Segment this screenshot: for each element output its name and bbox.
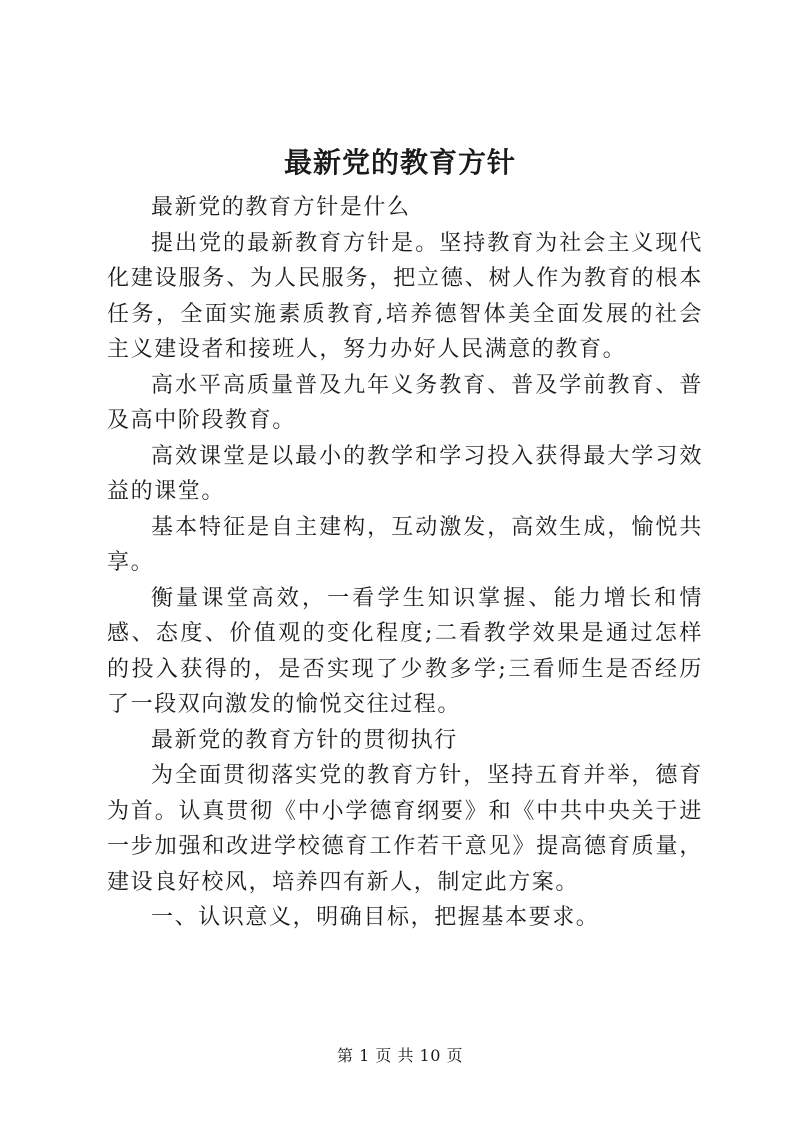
paragraph: 最新党的教育方针的贯彻执行 <box>151 727 458 753</box>
paragraph: 高水平高质量普及九年义务教育、普及学前教育、普及高中阶段教育。 <box>107 372 703 433</box>
page-footer: 第 1 页 共 10 页 <box>337 1046 463 1065</box>
paragraph: 最新党的教育方针是什么 <box>151 195 411 220</box>
paragraph: 一、认识意义，明确目标，把握基本要求。 <box>151 905 600 930</box>
paragraph: 基本特征是自主建构，互动激发，高效生成，愉悦共享。 <box>107 514 703 575</box>
paragraph: 衡量课堂高效，一看学生知识掌握、能力增长和情感、态度、价值观的变化程度;二看教学效果是通过怎样的投入获得的，是否实现了少教多学;三看师生是否经历了一段双向激发的愉悦交往过程。 <box>107 585 703 717</box>
document-body <box>107 190 703 936</box>
paragraph: 高效课堂是以最小的教学和学习投入获得最大学习效益的课堂。 <box>107 443 703 504</box>
document-title: 最新党的教育方针 <box>283 146 516 179</box>
paragraph: 为全面贯彻落实党的教育方针，坚持五育并举，德育为首。认真贯彻《中小学德育纲要》和《中共中央关于进一步加强和改进学校德育工作若干意见》提高德育质量，建设良好校风，培养四有新人，制定此方案。 <box>107 763 703 895</box>
paragraph: 提出党的最新教育方针是。坚持教育为社会主义现代化建设服务、为人民服务，把立德、树人作为教育的根本任务，全面实施素质教育,培养德智体美全面发展的社会主义建设者和接班人，努力办好人民满意的教育。 <box>107 230 703 362</box>
